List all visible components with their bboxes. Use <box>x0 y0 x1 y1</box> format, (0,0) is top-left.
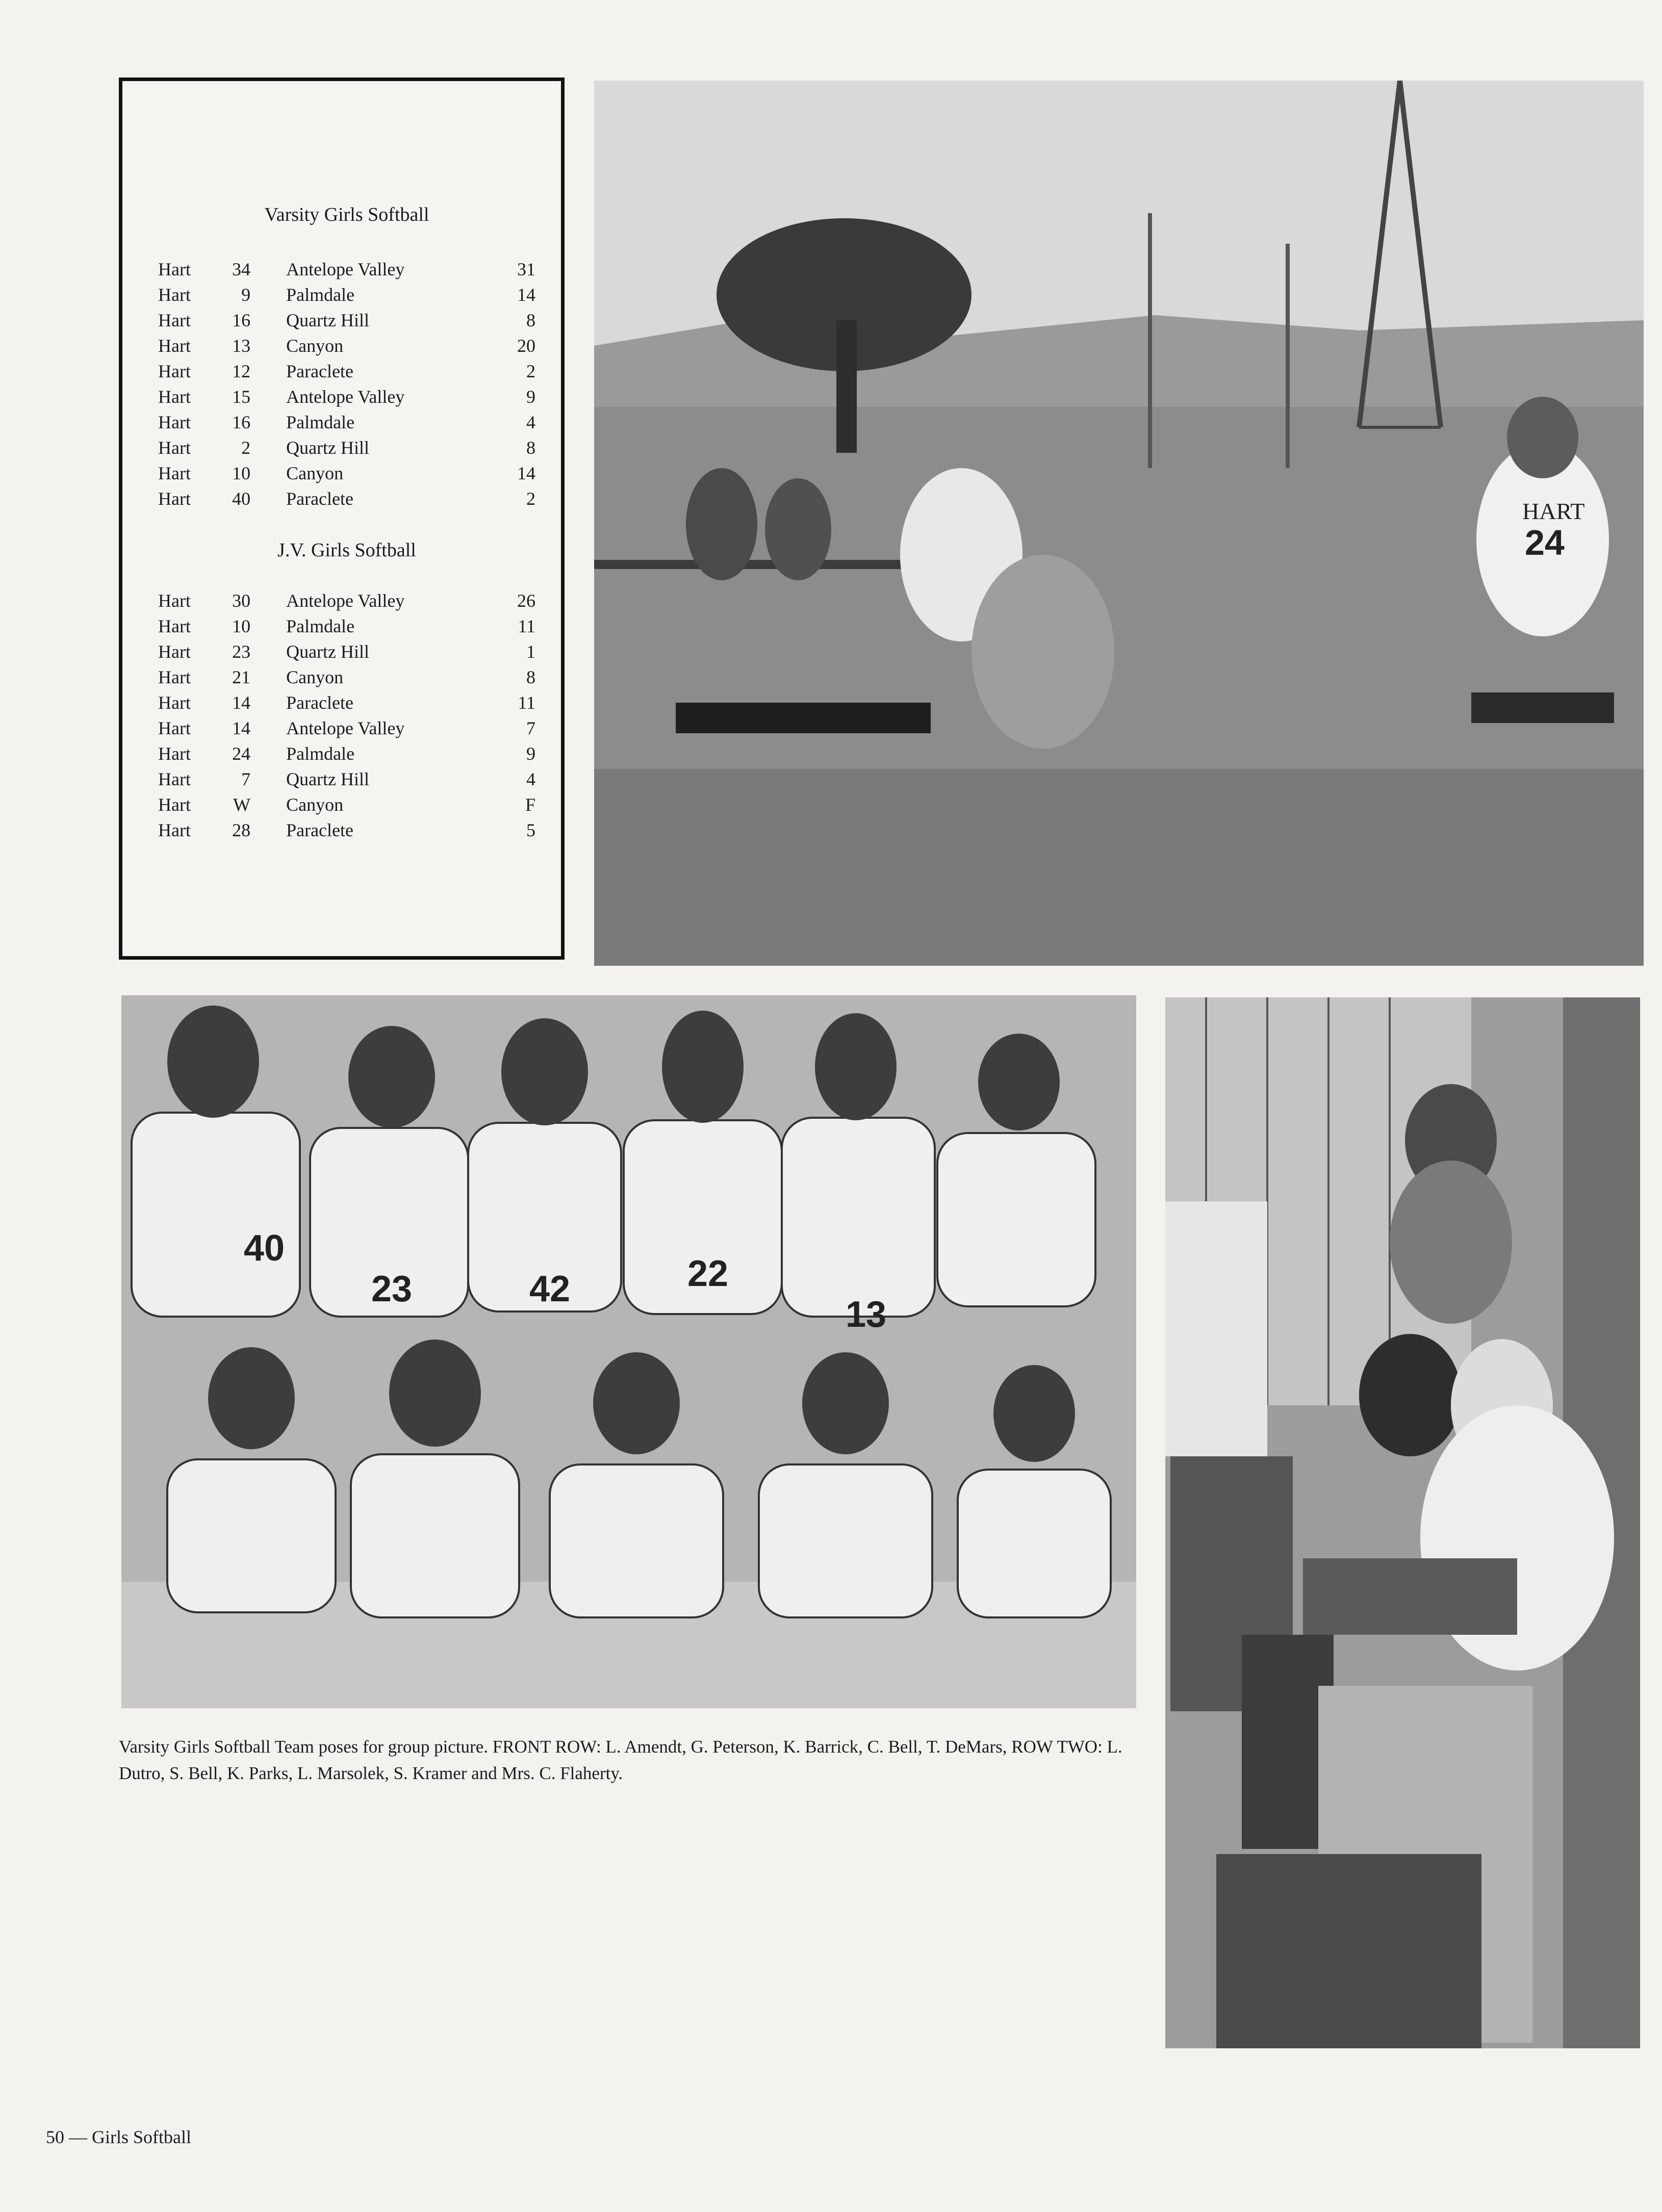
opponent-name: Palmdale <box>286 285 355 305</box>
varsity-title: Varsity Girls Softball <box>264 204 429 225</box>
opponent-score: 4 <box>526 769 535 789</box>
team-score: 7 <box>241 769 251 789</box>
team-name: Hart <box>158 488 191 509</box>
team-score: 10 <box>232 616 251 636</box>
opponent-score: 26 <box>517 590 535 611</box>
team-score: 24 <box>232 743 251 764</box>
score-row <box>158 486 535 511</box>
opponent-name: Canyon <box>286 794 344 815</box>
jersey-number: 13 <box>846 1294 887 1335</box>
opponent-name: Paraclete <box>286 820 353 840</box>
team-name: Hart <box>158 769 191 789</box>
opponent-score: F <box>525 794 535 815</box>
bench-photo <box>1165 997 1640 2048</box>
opponent-name: Quartz Hill <box>286 641 370 662</box>
bench-photo-illustration <box>1165 997 1640 2048</box>
opponent-name: Quartz Hill <box>286 438 370 458</box>
score-row <box>158 409 535 435</box>
team-score: 16 <box>232 310 251 330</box>
opponent-name: Palmdale <box>286 412 355 432</box>
team-score: 15 <box>232 387 251 407</box>
opponent-name: Canyon <box>286 336 344 356</box>
team-score: W <box>233 794 251 815</box>
scores-content <box>158 203 535 843</box>
jersey-number: 23 <box>371 1269 413 1309</box>
team-score: 28 <box>232 820 251 840</box>
score-row <box>158 741 535 766</box>
opponent-name: Palmdale <box>286 616 355 636</box>
team-score: 9 <box>241 285 251 305</box>
score-row <box>158 664 535 690</box>
team-name: Hart <box>158 438 191 458</box>
score-row <box>158 792 535 817</box>
opponent-name: Paraclete <box>286 692 353 713</box>
opponent-name: Palmdale <box>286 743 355 764</box>
team-score: 23 <box>232 641 251 662</box>
team-photo-illustration <box>121 995 1136 1708</box>
opponent-score: 20 <box>517 336 535 356</box>
opponent-name: Quartz Hill <box>286 769 370 789</box>
page-folio: 50 — Girls Softball <box>46 2127 191 2147</box>
team-name: Hart <box>158 794 191 815</box>
opponent-name: Paraclete <box>286 488 353 509</box>
score-row <box>158 358 535 384</box>
opponent-score: 2 <box>526 488 535 509</box>
team-name: Hart <box>158 361 191 381</box>
team-score: 34 <box>232 259 251 279</box>
score-row <box>158 766 535 792</box>
opponent-name: Antelope Valley <box>286 387 405 407</box>
team-name: Hart <box>158 387 191 407</box>
opponent-score: 14 <box>517 285 535 305</box>
opponent-score: 1 <box>526 641 535 662</box>
opponent-name: Canyon <box>286 667 344 687</box>
team-name: Hart <box>158 285 191 305</box>
team-score: 16 <box>232 412 251 432</box>
score-row <box>158 307 535 333</box>
opponent-score: 14 <box>517 463 535 483</box>
jv-title: J.V. Girls Softball <box>277 539 416 561</box>
jv-scores-table <box>158 588 535 843</box>
team-score: 30 <box>232 590 251 611</box>
team-score: 40 <box>232 488 251 509</box>
photo-caption: Varsity Girls Softball Team poses for group picture. FRONT ROW: L. Amendt, G. Peterson, K. Barrick, C. Bell, T. DeMars, ROW TWO: L. Dutro, S. Bell, K. Parks, L. Marsolek, S. Kramer and Mrs. C. Flaherty. <box>119 1737 1122 1783</box>
score-row <box>158 282 535 307</box>
score-row <box>158 715 535 741</box>
team-group-photo <box>121 995 1136 1708</box>
varsity-scores-table <box>158 256 535 511</box>
opponent-score: 11 <box>518 616 535 636</box>
batting-photo-illustration <box>594 81 1644 966</box>
team-score: 21 <box>232 667 251 687</box>
score-row <box>158 333 535 358</box>
opponent-score: 5 <box>526 820 535 840</box>
team-name: Hart <box>158 259 191 279</box>
score-row <box>158 256 535 282</box>
team-name: Hart <box>158 743 191 764</box>
opponent-score: 7 <box>526 718 535 738</box>
opponent-name: Antelope Valley <box>286 718 405 738</box>
score-row <box>158 588 535 613</box>
team-name: Hart <box>158 692 191 713</box>
team-score: 12 <box>232 361 251 381</box>
team-name: Hart <box>158 820 191 840</box>
opponent-name: Canyon <box>286 463 344 483</box>
team-name: Hart <box>158 718 191 738</box>
team-name: Hart <box>158 590 191 611</box>
score-row <box>158 384 535 409</box>
opponent-score: 4 <box>526 412 535 432</box>
team-score: 13 <box>232 336 251 356</box>
team-score: 2 <box>241 438 251 458</box>
score-row <box>158 613 535 639</box>
team-score: 14 <box>232 692 251 713</box>
jersey-number: 22 <box>687 1253 729 1294</box>
score-row <box>158 690 535 715</box>
opponent-name: Quartz Hill <box>286 310 370 330</box>
opponent-score: 2 <box>526 361 535 381</box>
score-row <box>158 639 535 664</box>
opponent-score: 9 <box>526 387 535 407</box>
opponent-score: 31 <box>517 259 535 279</box>
opponent-name: Antelope Valley <box>286 259 405 279</box>
opponent-name: Antelope Valley <box>286 590 405 611</box>
team-score: 10 <box>232 463 251 483</box>
team-name: Hart <box>158 667 191 687</box>
opponent-score: 8 <box>526 438 535 458</box>
team-name: Hart <box>158 463 191 483</box>
opponent-score: 11 <box>518 692 535 713</box>
team-name: Hart <box>158 412 191 432</box>
opponent-name: Paraclete <box>286 361 353 381</box>
batting-photo <box>594 81 1644 966</box>
team-name: Hart <box>158 641 191 662</box>
team-name: Hart <box>158 616 191 636</box>
scores-box <box>119 78 565 960</box>
team-name: Hart <box>158 310 191 330</box>
opponent-score: 9 <box>526 743 535 764</box>
opponent-score: 8 <box>526 667 535 687</box>
score-row <box>158 460 535 486</box>
team-name: Hart <box>158 336 191 356</box>
jersey-number: 42 <box>529 1269 571 1309</box>
score-row <box>158 435 535 460</box>
jersey-number: 40 <box>244 1228 285 1269</box>
team-score: 14 <box>232 718 251 738</box>
jersey-text: HART <box>1522 498 1585 524</box>
jersey-number: 24 <box>1525 523 1565 562</box>
score-row <box>158 817 535 843</box>
opponent-score: 8 <box>526 310 535 330</box>
